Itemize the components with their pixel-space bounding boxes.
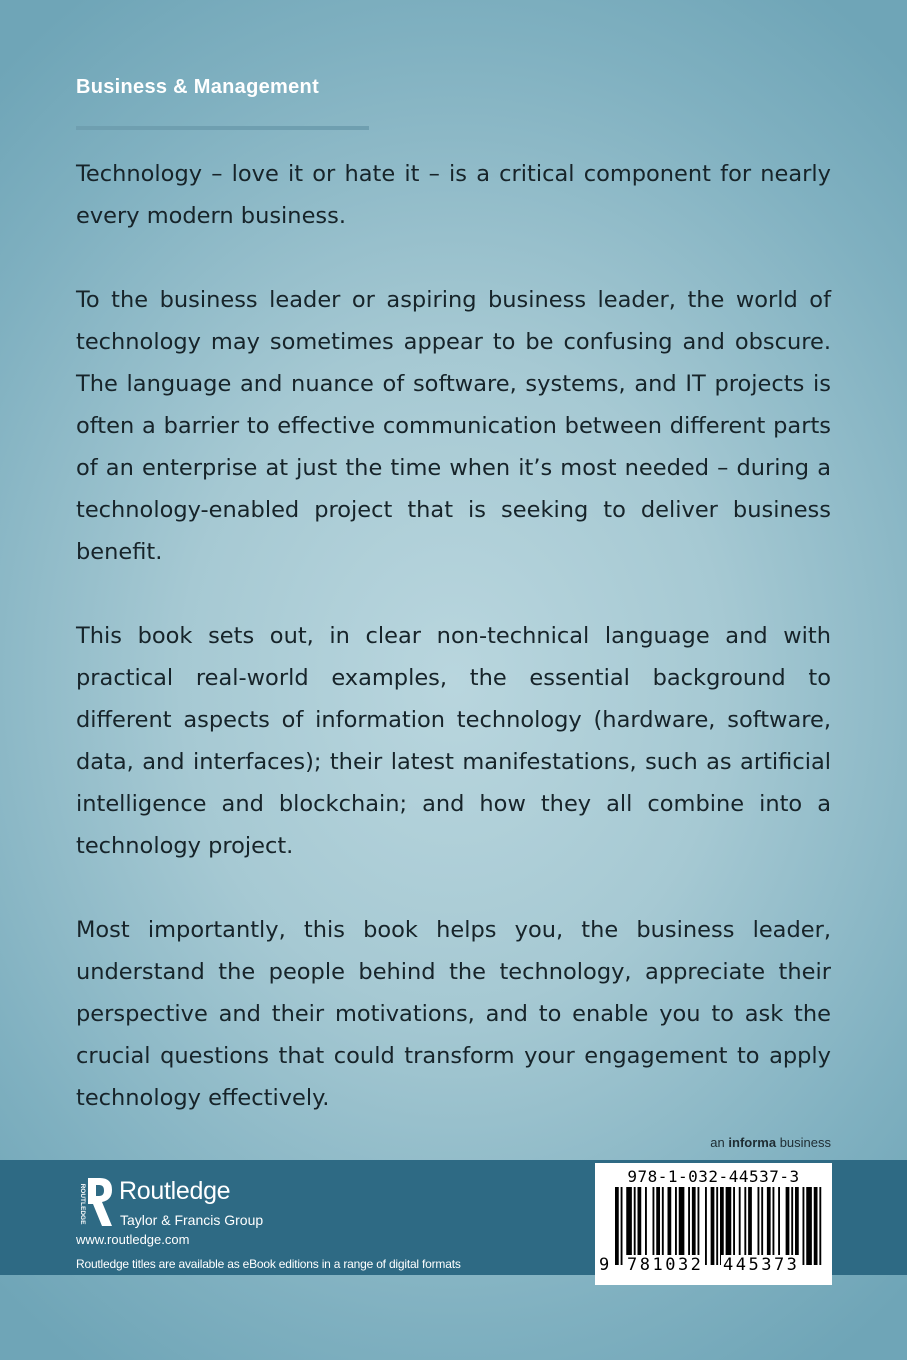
back-cover-blurb [76,153,831,1161]
ebook-availability-note: Routledge titles are available as eBook editions in a range of digital formats [76,1257,461,1271]
publisher-name: Routledge [119,1177,231,1205]
blurb-paragraph-4: Most importantly, this book helps you, the business leader, understand the people behind the technology, appreciate their perspective and their motivations, and to enable you to ask the crucial questions that could transform your engagement to apply technology effectively. [76,917,831,1111]
isbn-barcode [595,1163,832,1285]
barcode-digit-first: 9 [599,1255,610,1275]
barcode-bars [615,1187,825,1265]
informa-business-tagline [710,1135,831,1150]
informa-suffix: business [779,1135,831,1150]
blurb-paragraph-3: This book sets out, in clear non-technical language and with practical real-world examples, the essential background to different aspects of information technology (hardware, software, data, and interfaces); their latest manifestations, such as artificial intelligence and blockchain; and how they all combine into a technology project. [76,623,831,859]
blurb-paragraph-2: To the business leader or aspiring business leader, the world of technology may sometimes appear to be confusing and obscure. The language and nuance of software, systems, and IT projects is often a barrier to effective communication between different parts of an enterprise at just the time when it’s most needed – during a technology-enabled project that is seeking to deliver business benefit. [76,287,831,565]
publisher-url[interactable]: www.routledge.com [76,1232,190,1247]
barcode-digits-left: 781032 [627,1255,704,1275]
divider-rule [76,126,369,130]
routledge-r-logo-icon [74,1174,114,1230]
informa-prefix: an [710,1135,725,1150]
isbn-number: 978-1-032-44537-3 [627,1167,800,1186]
logo-vertical-text: ROUTLEDGE [79,1183,86,1225]
informa-brand: informa [728,1135,777,1150]
blurb-paragraph-1: Technology – love it or hate it – is a critical component for nearly every modern business. [76,161,831,229]
barcode-digits-right: 445373 [723,1255,800,1275]
publisher-group: Taylor & Francis Group [120,1212,264,1228]
category-label: Business & Management [76,76,320,98]
